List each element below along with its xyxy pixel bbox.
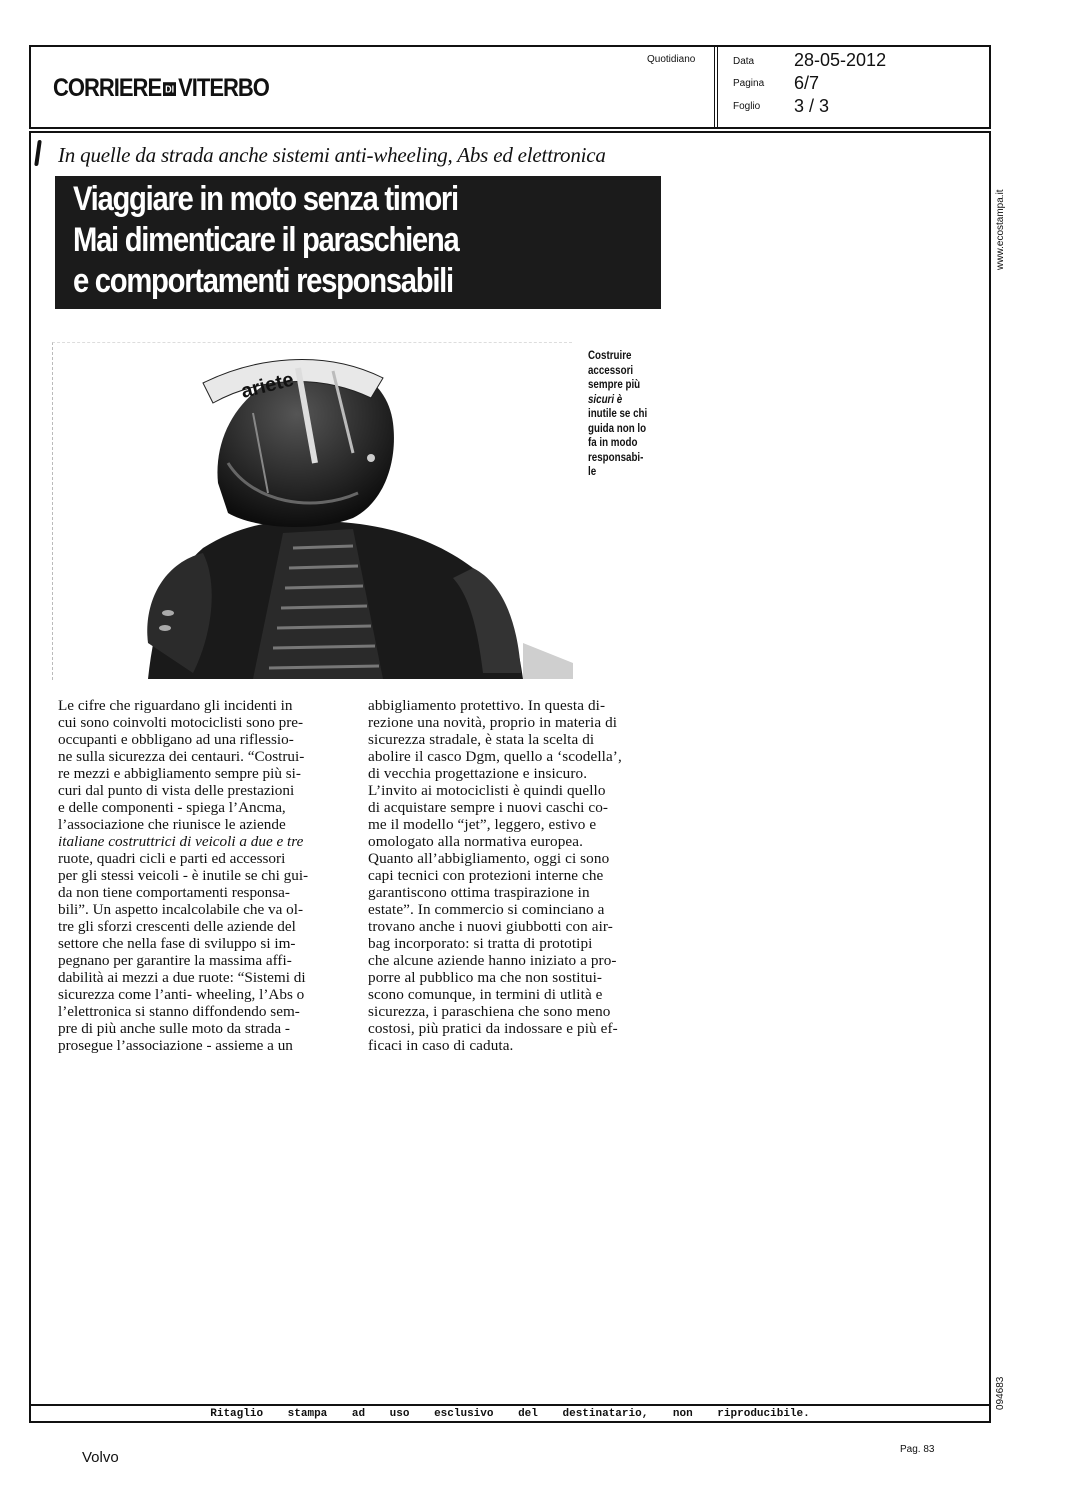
logo-text-pre: CORRIERE [53, 73, 162, 102]
text-line: scono comunque, in termini di utlità e [368, 986, 603, 1003]
caption-line: inutile se chi [588, 408, 648, 420]
footer-page-number: Pag. 83 [900, 1444, 935, 1455]
text-line: dabilità ai mezzi a due ruote: “Sistemi di [58, 969, 306, 986]
logo-text-post: VITERBO [178, 73, 269, 102]
article-column-2 [368, 697, 660, 1054]
text-line: l’elettronica si stanno diffondendo sem- [58, 1003, 300, 1020]
page-value: 6/7 [794, 73, 820, 93]
text-line: re mezzi e abbigliamento sempre più si- [58, 765, 301, 782]
clipping-header [29, 45, 991, 129]
text-line: bili”. Un aspetto incalcolabile che va ol- [58, 901, 304, 918]
text-line: omologato alla normativa europea. [368, 833, 584, 850]
text-line: di acquistare sempre i nuovi caschi co- [368, 799, 609, 816]
footer-client: Volvo [82, 1449, 119, 1466]
headline-line: e comportamenti responsabili [73, 262, 453, 300]
article-photo [52, 342, 572, 680]
headline-line: Mai dimenticare il paraschiena [73, 221, 459, 259]
text-line: trovano anche i nuovi giubbotti con air- [368, 918, 613, 935]
caption-line: sicuri è [588, 393, 623, 406]
headline-line: Viaggiare in moto senza timori [73, 180, 458, 218]
text-line: estate”. In commercio si cominciano a [368, 901, 605, 918]
newspaper-logo [53, 73, 269, 103]
text-line: per gli stessi veicoli - è inutile se chi gui- [58, 867, 309, 884]
text-line: sicurezza stradale, è stata la scelta di [368, 731, 595, 748]
text-line: ne sulla sicurezza dei centauri. “Costrui- [58, 748, 305, 765]
article-headline [55, 176, 661, 309]
text-line: di vecchia progettazione e insicuro. [368, 765, 588, 782]
text-line: l’associazione che riunisce le aziende [58, 816, 286, 833]
text-line: me il modello “jet”, leggero, estivo e [368, 816, 597, 833]
side-code [995, 1370, 1011, 1410]
caption-line: le [588, 466, 597, 478]
text-line: curi dal punto di vista delle prestazioni [58, 782, 295, 799]
caption-line: Costruire [588, 350, 632, 362]
sheet-value: 3 / 3 [794, 96, 830, 116]
side-url-text: www.ecostampa.it [995, 189, 1006, 270]
text-line: prosegue l’associazione - assieme a un [58, 1037, 293, 1054]
text-line: cui sono coinvolti motociclisti sono pre- [58, 714, 304, 731]
text-line: ruote, quadri cicli e parti ed accessori [58, 850, 286, 867]
text-line: da non tiene comportamenti responsa- [58, 884, 290, 901]
text-line: pre di più anche sulle moto da strada - [58, 1020, 290, 1037]
text-line: occupanti e obbligano ad una riflessio- [58, 731, 294, 748]
helmet-brand-text: ariete [238, 368, 296, 403]
text-line: tre gli sforzi crescenti delle aziende del [58, 918, 296, 935]
photo-caption [588, 349, 664, 480]
text-line: sicurezza come l’anti- wheeling, l’Abs o [58, 986, 305, 1003]
copyright-notice: Ritaglio stampa ad uso esclusivo del destinatario, non riproducibile. [210, 1408, 810, 1420]
article-column-1 [58, 697, 348, 1054]
text-line: capi tecnici con protezioni interne che [368, 867, 604, 884]
publication-type: Quotidiano [647, 54, 696, 65]
text-line: sicurezza, i paraschiena che sono meno [368, 1003, 611, 1020]
side-url [995, 150, 1011, 270]
caption-line: fa in modo [588, 437, 638, 449]
motorcyclist-photo [53, 343, 573, 681]
article-kicker: In quelle da strada anche sistemi anti-wheeling, Abs ed elettronica [58, 143, 606, 167]
text-line: porre al pubblico ma che non sostitui- [368, 969, 603, 986]
side-code-text: 094683 [995, 1376, 1006, 1410]
page-label: Pagina [733, 78, 765, 89]
text-line: costosi, più pratici da indossare e più ef- [368, 1020, 618, 1037]
header-divider [714, 47, 718, 127]
text-line: ficaci in caso di caduta. [368, 1037, 514, 1054]
text-line: italiane costruttrici di veicoli a due e tre [58, 833, 304, 850]
logo-di-badge: DI [165, 83, 175, 96]
text-line: Quanto all’abbigliamento, oggi ci sono [368, 850, 610, 867]
text-line: bag incorporato: si tratta di prototipi [368, 935, 593, 952]
caption-line: sempre più [588, 379, 641, 391]
date-label: Data [733, 56, 755, 67]
text-line: che alcune aziende hanno iniziato a pro- [368, 952, 617, 969]
caption-line: responsabi- [588, 451, 644, 464]
caption-line: accessori [588, 364, 634, 377]
sheet-label: Foglio [733, 101, 761, 112]
frame-divider [31, 1404, 989, 1406]
text-line: Le cifre che riguardano gli incidenti in [58, 697, 293, 714]
text-line: L’invito ai motociclisti è quindi quello [368, 782, 606, 799]
text-line: pegnano per garantire la massima affi- [58, 952, 292, 969]
text-line: abbigliamento protettivo. In questa di- [368, 697, 606, 714]
text-line: e delle componenti - spiega l’Ancma, [58, 799, 286, 816]
text-line: abolire il casco Dgm, quello a ‘scodella’, [368, 748, 622, 765]
text-line: settore che nella fase di sviluppo si im- [58, 935, 296, 952]
text-line: garantiscono ottima traspirazione in [368, 884, 590, 901]
caption-line: guida non lo [588, 422, 647, 435]
text-line: rezione una novità, proprio in materia di [368, 714, 618, 731]
date-value: 28-05-2012 [794, 50, 887, 70]
